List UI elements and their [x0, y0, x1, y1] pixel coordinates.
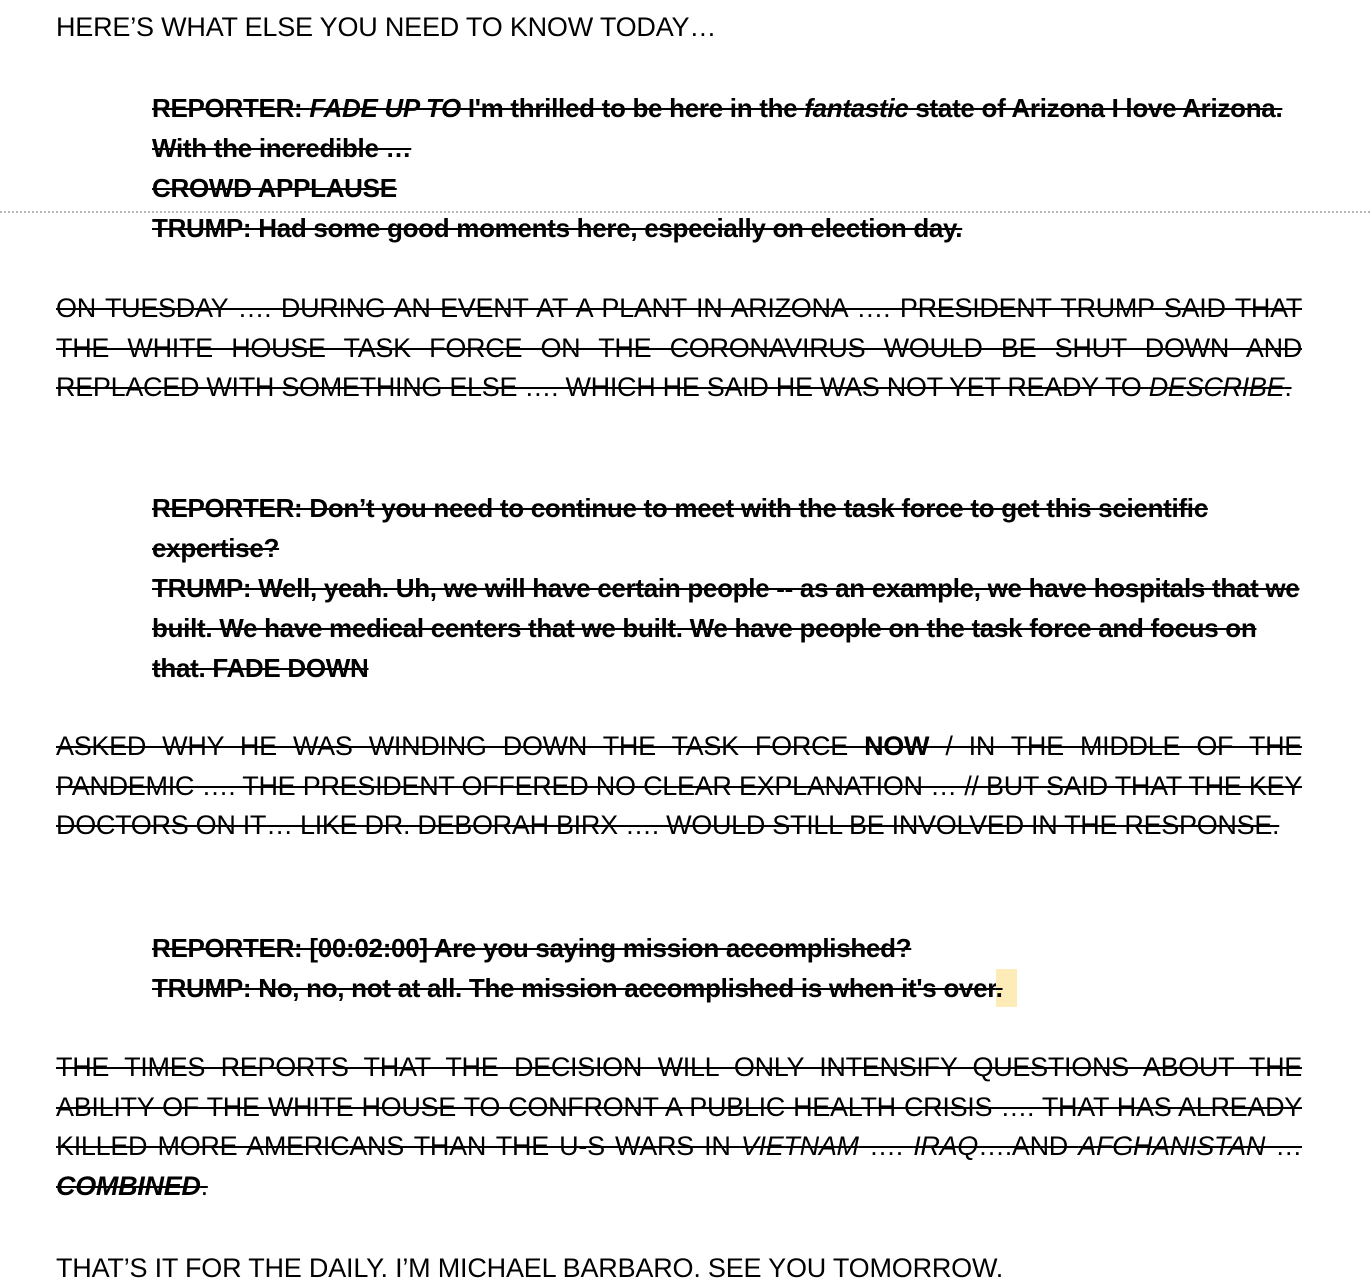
emphasis-afghanistan: AFGHANISTAN [1078, 1131, 1266, 1161]
quote-block-scientific-expertise [152, 488, 1302, 688]
emphasis-now: NOW [864, 731, 930, 761]
reporter-line: REPORTER: [00:02:00] Are you saying mission accomplished? [152, 933, 912, 963]
paragraph-text: ASKED WHY HE WAS WINDING DOWN THE TASK FORCE [56, 731, 865, 761]
reporter-label: REPORTER: [152, 93, 310, 123]
trump-line: TRUMP: Had some good moments here, especially on election day. [152, 213, 963, 243]
paragraph-task-force-shutdown [56, 289, 1302, 408]
fade-up-cue: FADE UP TO [309, 93, 461, 123]
paragraph-text-end: . [200, 1170, 208, 1201]
reporter-line: REPORTER: Don’t you need to continue to meet with the task force to get this scientific expertise? [152, 493, 1208, 563]
trump-line [152, 968, 1302, 1008]
crowd-applause-cue: CROWD APPLAUSE [152, 173, 397, 203]
paragraph-text-end: . [1284, 372, 1292, 402]
quote-block-arizona-rally [152, 88, 1302, 248]
page-break-divider [0, 211, 1370, 213]
paragraph-text: ….AND [978, 1131, 1079, 1161]
intro-line: HERE’S WHAT ELSE YOU NEED TO KNOW TODAY… [56, 12, 717, 42]
paragraph-winding-down [56, 727, 1302, 846]
emphasis-vietnam: VIETNAM [740, 1131, 859, 1161]
emphasis-describe: DESCRIBE [1148, 372, 1285, 402]
trump-line [152, 568, 1302, 688]
paragraph-text: / IN THE MIDDLE OF THE PANDEMIC …. THE PRESIDENT OFFERED NO CLEAR EXPLANATION … // BUT SAID THAT THE KEY DOCTORS ON IT… LIKE DR. DEBORAH BIRX …. WOULD STILL BE INVOLVED IN THE RESPONSE. [56, 731, 1302, 840]
trump-text: TRUMP: No, no, not at all. The mission accomplished is when it's over [152, 973, 996, 1003]
paragraph-text: …. [858, 1131, 914, 1161]
emphasis-iraq: IRAQ [913, 1131, 978, 1161]
reporter-text-part: state of Arizona I love Arizona. With the incredible … [152, 93, 1283, 163]
sign-off-line: THAT’S IT FOR THE DAILY. I’M MICHAEL BARBARO. SEE YOU TOMORROW. [56, 1253, 1004, 1283]
quote-block-mission-accomplished [152, 928, 1302, 1008]
paragraph-text: THE TIMES REPORTS THAT THE DECISION WILL ONLY INTENSIFY QUESTIONS ABOUT THE ABILITY OF THE WHITE HOUSE TO CONFRONT A PUBLIC HEALTH CRISIS …. THAT HAS ALREADY KILLED MORE AMERICANS THAN THE U-S WARS IN [56, 1052, 1302, 1161]
paragraph-text: … [1265, 1131, 1302, 1161]
trump-text: TRUMP: Well, yeah. Uh, we will have certain people -- as an example, we have hospitals that we built. We have medical centers that we built. We have people on the task force and focus on that. [152, 573, 1300, 683]
highlighted-period: . [996, 969, 1017, 1007]
reporter-line [152, 88, 1302, 168]
fade-down-cue: FADE DOWN [212, 653, 369, 683]
emphasis-fantastic: fantastic [804, 93, 909, 123]
reporter-text-part: I'm thrilled to be here in the [460, 93, 805, 123]
paragraph-times-report [56, 1048, 1302, 1206]
paragraph-text: ON TUESDAY …. DURING AN EVENT AT A PLANT IN ARIZONA …. PRESIDENT TRUMP SAID THAT THE WHITE HOUSE TASK FORCE ON THE CORONAVIRUS WOULD BE SHUT DOWN AND REPLACED WITH SOMETHING ELSE …. WHICH HE SAID HE WAS NOT YET READY TO [56, 293, 1302, 402]
emphasis-combined: COMBINED [56, 1170, 201, 1201]
